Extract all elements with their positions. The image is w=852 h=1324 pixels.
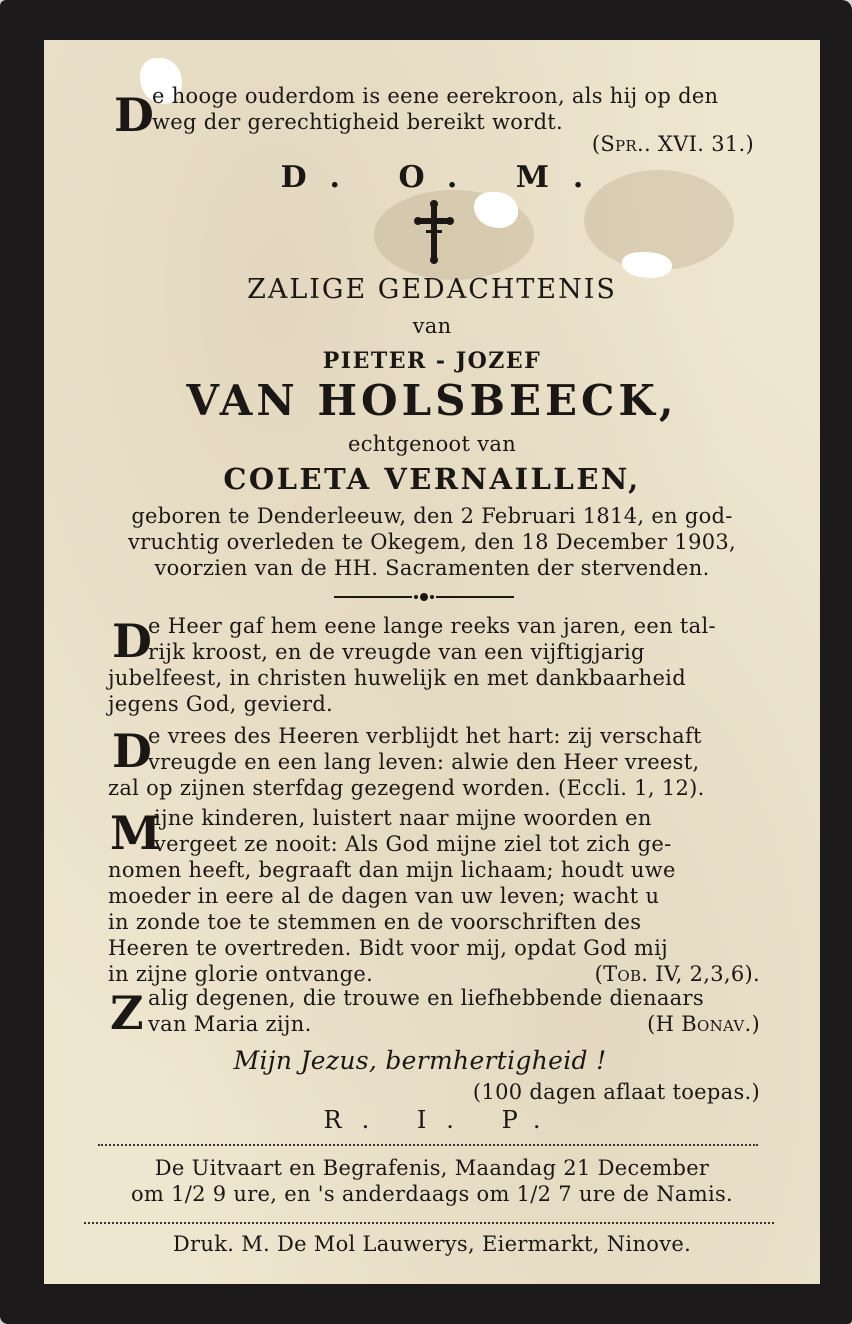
paragraph-line: ijne kinderen, luistert naar mijne woorden en <box>154 806 652 830</box>
paragraph-line: vreugde en een lang leven: alwie den Heer vreest, <box>148 750 700 774</box>
paragraph-line: jubelfeest, in christen huwelijk en met dankbaarheid <box>108 666 686 690</box>
prayer-line: Mijn Jezus, bermhertigheid ! <box>233 1046 607 1075</box>
epigraph-line: e hooge ouderdom is eene eerekroon, als hij op den <box>152 84 719 108</box>
deceased-first-name: PIETER - JOZEF <box>322 348 542 374</box>
drop-cap: D <box>112 614 152 668</box>
paragraph-line: moeder in eere al de dagen van uw leven; wacht u <box>108 884 660 908</box>
paragraph-line: jegens God, gevierd. <box>108 692 334 716</box>
scripture-reference: (H Bonav.) <box>647 1012 760 1036</box>
birth-line: geboren te Denderleeuw, den 2 Februari 1814, en god- <box>131 504 733 528</box>
van-label: van <box>412 314 452 338</box>
card-paper <box>44 40 820 1284</box>
paragraph-line: vergeet ze nooit: Als God mijne ziel tot zich ge- <box>154 832 672 856</box>
deceased-surname: VAN HOLSBEECK, <box>186 376 678 425</box>
drop-cap: Z <box>110 986 144 1040</box>
printer-line: Druk. M. De Mol Lauwerys, Eiermarkt, Ninove. <box>172 1232 692 1256</box>
paragraph-line: van Maria zijn. <box>148 1012 312 1036</box>
paragraph-line: rijk kroost, en de vreugde van een vijftigjarig <box>148 640 645 664</box>
funeral-line: om 1/2 9 ure, en 's anderdaags om 1/2 7 ure de Namis. <box>130 1182 734 1206</box>
memorial-title: ZALIGE GEDACHTENIS <box>247 274 617 305</box>
indulgence-note: (100 dagen aflaat toepas.) <box>472 1080 760 1104</box>
dotted-divider <box>84 1222 774 1224</box>
paragraph-line: alig degenen, die trouwe en liefhebbende dienaars <box>148 986 704 1010</box>
epigraph-reference: (Spr.. XVI. 31.) <box>591 132 754 156</box>
divider-ornament-icon <box>334 590 514 604</box>
drop-cap: M <box>110 806 161 860</box>
paragraph-line: in zijne glorie ontvange. <box>108 962 374 986</box>
dotted-divider <box>98 1144 758 1146</box>
death-line: vruchtig overleden te Okegem, den 18 December 1903, <box>127 530 737 554</box>
epigraph-line: weg der gerechtigheid bereikt wordt. <box>152 110 564 134</box>
drop-cap: D <box>112 724 152 778</box>
spouse-intro: echtgenoot van <box>347 432 517 456</box>
paragraph-line: in zonde toe te stemmen en de voorschriften des <box>108 910 642 934</box>
drop-cap: D <box>114 88 154 142</box>
rip-heading: R. I. P. <box>323 1106 561 1134</box>
paragraph-line: nomen heeft, begraaft dan mijn lichaam; houdt uwe <box>108 858 676 882</box>
paragraph-line: zal op zijnen sterfdag gezegend worden. (Eccli. 1, 12). <box>108 776 705 800</box>
dom-heading: D. O. M. <box>280 160 608 195</box>
cross-icon <box>414 200 454 264</box>
paragraph-line: e vrees des Heeren verblijdt het hart: zij verschaft <box>148 724 702 748</box>
paragraph-line: Heeren te overtreden. Bidt voor mij, opdat God mij <box>108 936 668 960</box>
scripture-reference: (Tob. IV, 2,3,6). <box>594 962 760 986</box>
paragraph-line: e Heer gaf hem eene lange reeks van jaren, een tal- <box>148 614 716 638</box>
spouse-name: COLETA VERNAILLEN, <box>223 462 641 496</box>
sacraments-line: voorzien van de HH. Sacramenten der stervenden. <box>154 556 710 580</box>
funeral-line: De Uitvaart en Begrafenis, Maandag 21 December <box>154 1156 710 1180</box>
